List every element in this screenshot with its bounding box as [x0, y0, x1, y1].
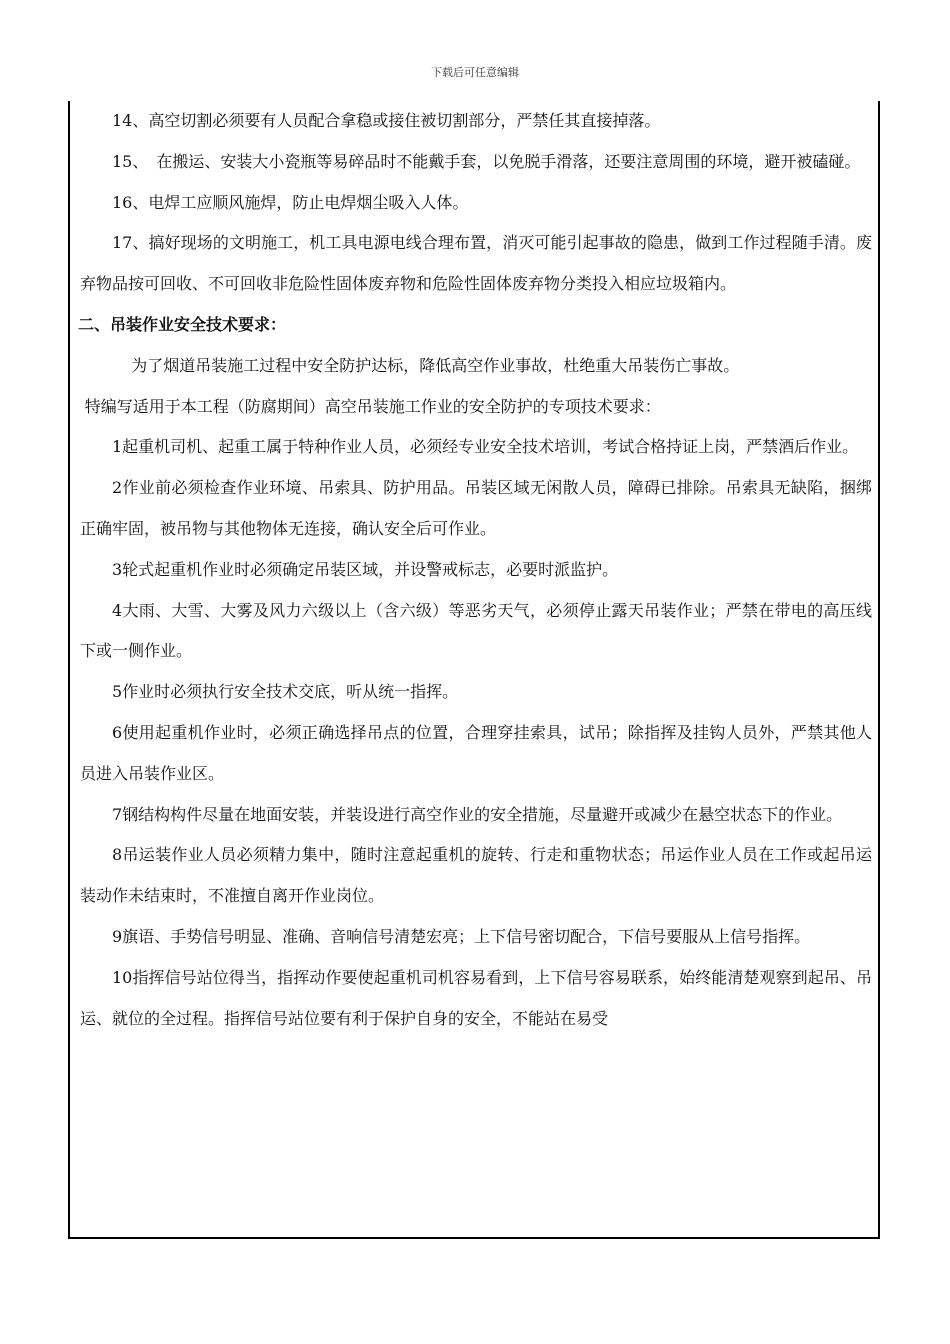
section-intro-purpose: 为了烟道吊装施工过程中安全防护达标，降低高空作业事故，杜绝重大吊装伤亡事故。 [131, 355, 740, 375]
item-15: 15、 在搬运、安装大小瓷瓶等易碎品时不能戴手套，以免脱手滑落，还要注意周围的环境，避开被磕碰。 [112, 151, 861, 171]
item-14: 14、高空切割必须要有人员配合拿稳或接住被切割部分，严禁任其直接掉落。 [112, 111, 661, 130]
lifting-rule-1: 1起重机司机、起重工属于特种作业人员，必须经专业安全技术培训，考试合格持证上岗，严禁酒后作业。 [112, 437, 859, 457]
section-heading-lifting-safety: 二、吊装作业安全技术要求： [78, 314, 287, 334]
item-16: 16、电焊工应顺风施焊，防止电焊烟尘吸入人体。 [112, 192, 469, 212]
lifting-rule-3: 3轮式起重机作业时必须确定吊装区域，并设警戒标志，必要时派监护。 [112, 559, 619, 579]
lifting-rule-2: 2作业前必须检查作业环境、吊索具、防护用品。吊装区域无闲散人员，障碍已排除。吊索具无缺陷，捆绑正确牢固，被吊物与其他物体无连接，确认安全后可作业。 [80, 478, 872, 538]
document-text-area [80, 101, 872, 1039]
lifting-rule-6: 6使用起重机作业时，必须正确选择吊点的位置，合理穿挂索具，试吊；除指挥及挂钩人员外，严禁其他人员进入吊装作业区。 [80, 722, 872, 783]
lifting-rule-4: 4大雨、大雪、大雾及风力六级以上（含六级）等恶劣天气，必须停止露天吊装作业；严禁在带电的高压线下或一侧作业。 [80, 600, 872, 661]
lifting-rule-8: 8吊运装作业人员必须精力集中，随时注意起重机的旋转、行走和重物状态；吊运作业人员在工作或起吊运装动作未结束时，不准擅自离开作业岗位。 [80, 845, 872, 906]
section-intro-scope: 特编写适用于本工程（防腐期间）高空吊装施工作业的安全防护的专项技术要求： [84, 396, 661, 416]
lifting-rule-10: 10指挥信号站位得当，指挥动作要使起重机司机容易看到，上下信号容易联系，始终能清楚观察到起吊、吊运、就位的全过程。指挥信号站位要有利于保护自身的安全，不能站在易受 [80, 967, 872, 1028]
item-17: 17、搞好现场的文明施工，机工具电源电线合理布置，消灭可能引起事故的隐患，做到工作过程随手清。废弃物品按可回收、不可回收非危险性固体废弃物和危险性固体废弃物分类投入相应垃圾箱内。 [80, 233, 872, 294]
lifting-rule-5: 5作业时必须执行安全技术交底，听从统一指挥。 [112, 682, 459, 702]
page-header: 下载后可任意编辑 [431, 66, 519, 79]
lifting-rule-9: 9旗语、手势信号明显、准确、音响信号清楚宏亮；上下信号密切配合，下信号要服从上信号指挥。 [112, 926, 811, 946]
lifting-rule-7: 7钢结构构件尽量在地面安装，并装设进行高空作业的安全措施，尽量避开或减少在悬空状态下的作业。 [112, 804, 843, 824]
document-content-box [68, 101, 880, 1239]
